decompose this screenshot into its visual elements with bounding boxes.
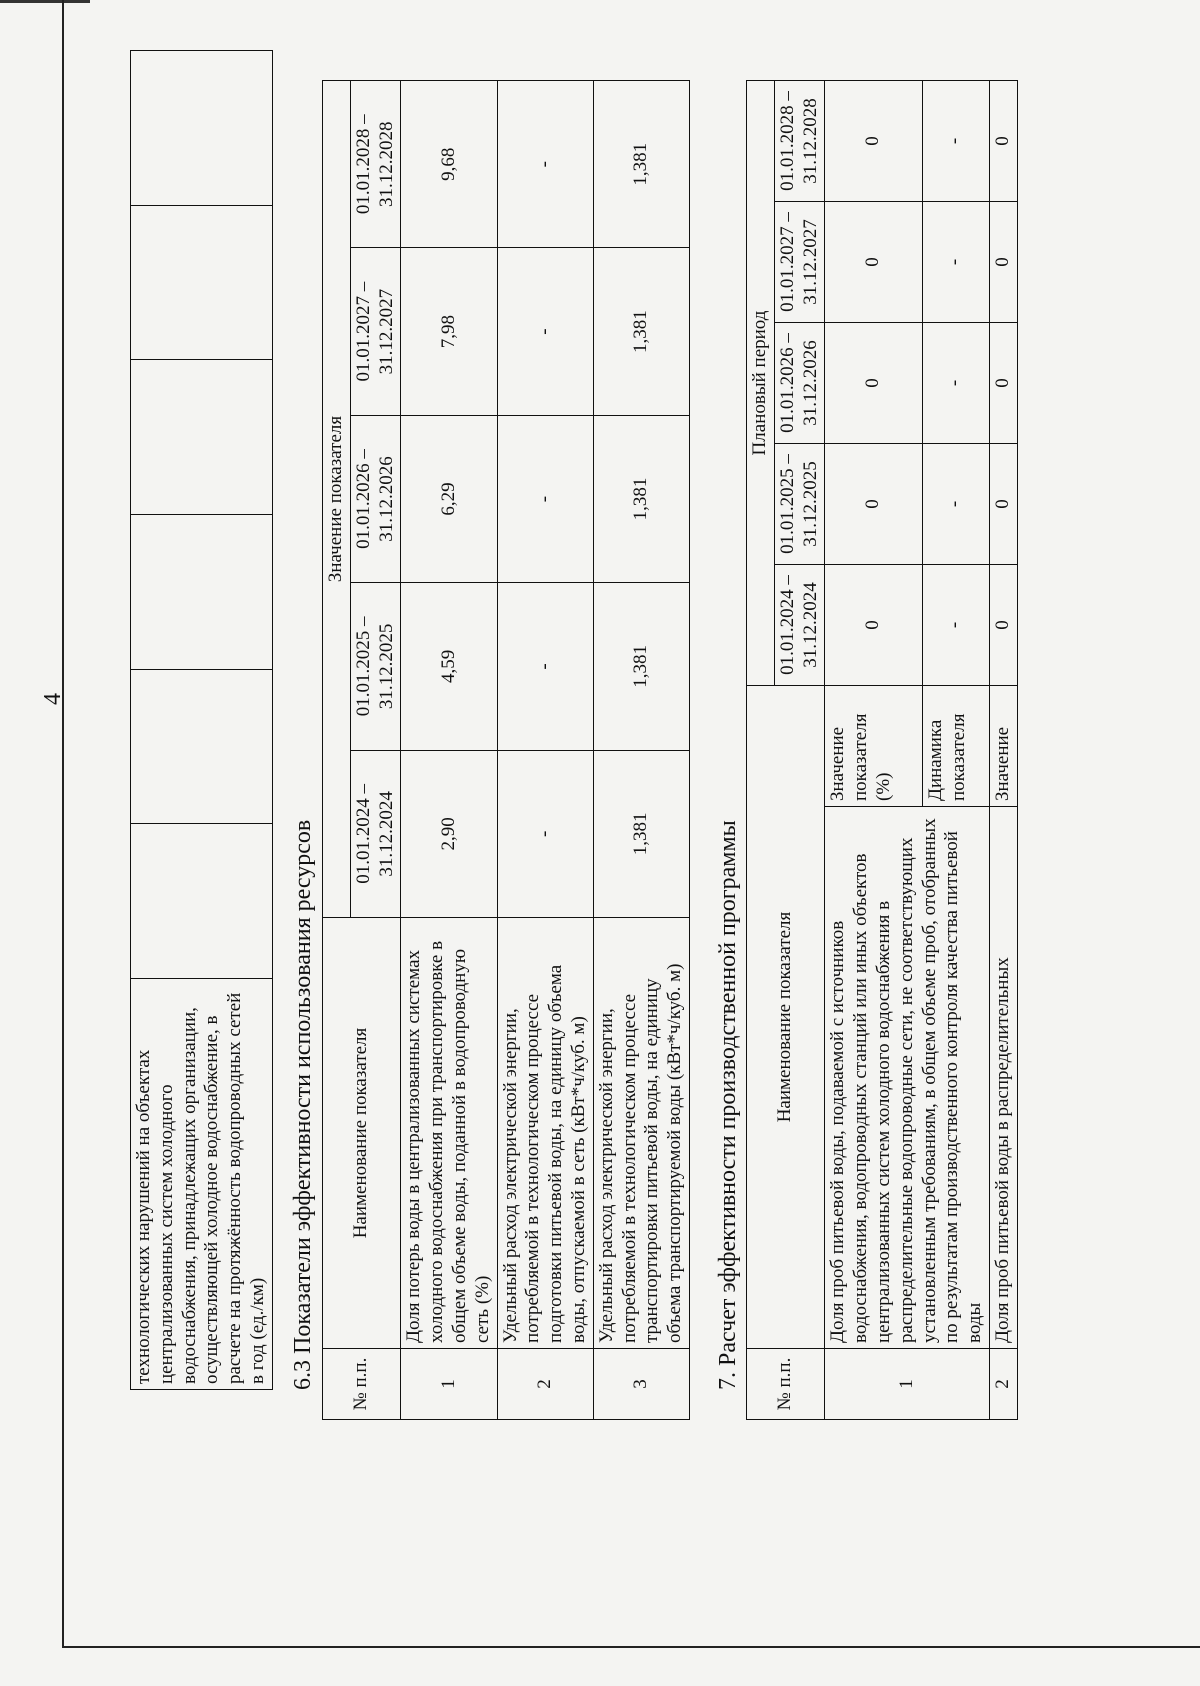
row-value: 0 — [989, 444, 1017, 565]
period-header: 01.01.2025 – 31.12.2025 — [774, 444, 825, 565]
row-name: Удельный расход электрической энергии, потребляемой в технологическом процессе транспортировки питьевой воды, на единицу объема транспортируемой воды (кВт*ч/куб. м) — [593, 918, 689, 1349]
row-value: 1,381 — [593, 583, 689, 750]
row-value: 0 — [825, 565, 922, 686]
table-row — [401, 81, 497, 1420]
row-value: - — [922, 81, 989, 202]
table-cell — [131, 669, 273, 824]
row-value: 0 — [825, 444, 922, 565]
table-header-row — [323, 81, 351, 1420]
row-value: 0 — [989, 81, 1017, 202]
row-value: 0 — [825, 323, 922, 444]
table-row — [825, 81, 922, 1420]
table-header-row — [747, 81, 775, 1420]
top-table — [130, 50, 273, 1390]
row-name: Доля проб питьевой воды в распределительных — [989, 807, 1017, 1349]
rotated-page — [40, 40, 1040, 1520]
row-sub-label: Значение показателя (%) — [825, 686, 922, 807]
row-value: - — [497, 81, 593, 248]
row-value: 1,381 — [593, 81, 689, 248]
period-header: 01.01.2028 – 31.12.2028 — [350, 81, 401, 248]
row-value: - — [922, 323, 989, 444]
period-header: 01.01.2024 – 31.12.2024 — [350, 750, 401, 917]
table-cell — [131, 205, 273, 360]
row-num: 1 — [825, 1349, 990, 1420]
resource-efficiency-table — [322, 80, 690, 1420]
row-num: 2 — [497, 1349, 593, 1420]
page-number: 4 — [40, 693, 66, 705]
col-num-header: № п.п. — [323, 1349, 401, 1420]
period-header: 01.01.2025 – 31.12.2025 — [350, 583, 401, 750]
scan-edge-top — [0, 0, 90, 3]
row-value: - — [922, 202, 989, 323]
row-value: 1,381 — [593, 750, 689, 917]
row-value: - — [922, 565, 989, 686]
period-header: 01.01.2026 – 31.12.2026 — [774, 323, 825, 444]
row-num: 3 — [593, 1349, 689, 1420]
row-num: 2 — [989, 1349, 1017, 1420]
row-value: 0 — [989, 565, 1017, 686]
row-value: 2,90 — [401, 750, 497, 917]
row-name: Доля потерь воды в централизованных системах холодного водоснабжения при транспортировке в общем объеме воды, поданной в водопроводную сеть (%) — [401, 918, 497, 1349]
table-cell — [131, 515, 273, 670]
row-value: - — [922, 444, 989, 565]
row-value: 1,381 — [593, 248, 689, 415]
table-cell — [131, 824, 273, 979]
row-value: - — [497, 415, 593, 582]
row-value: - — [497, 583, 593, 750]
production-efficiency-table — [746, 80, 1018, 1420]
row-sub-label: Значение — [989, 686, 1017, 807]
table-row — [989, 81, 1017, 1420]
col-num-header: № п.п. — [747, 1349, 825, 1420]
table-cell — [131, 51, 273, 206]
col-name-header: Наименование показателя — [747, 686, 825, 1349]
table-row — [593, 81, 689, 1420]
row-value: 7,98 — [401, 248, 497, 415]
row-name: Удельный расход электрической энергии, потребляемой в технологическом процессе подготовки питьевой воды, на единицу объема воды, отпускаемой в сеть (кВт*ч/куб. м) — [497, 918, 593, 1349]
row-name: Доля проб питьевой воды, подаваемой с источников водоснабжения, водопроводных станций или иных объектов централизованных систем холодного водоснабжения в распределительные водопроводные сети, не соответствующих установленным требованиям, в общем объеме проб, отобранных по результатам производственного контроля качества питьевой воды — [825, 807, 990, 1349]
row-value: 0 — [825, 202, 922, 323]
col-name-header: Наименование показателя — [323, 918, 401, 1349]
table-cell — [131, 360, 273, 515]
col-group-header: Плановый период — [747, 81, 775, 686]
period-header: 01.01.2027 – 31.12.2027 — [774, 202, 825, 323]
row-value: 0 — [989, 202, 1017, 323]
row-value: 1,381 — [593, 415, 689, 582]
period-header: 01.01.2024 – 31.12.2024 — [774, 565, 825, 686]
row-value: 0 — [825, 81, 922, 202]
row-value: 6,29 — [401, 415, 497, 582]
table-row — [131, 51, 273, 1390]
row-value: 9,68 — [401, 81, 497, 248]
top-table-text: технологических нарушений на объектах централизованных систем холодного водоснабжения, принадлежащих организации, осуществляющей холодное водоснабжение, в расчете на протяжённость водопроводных сетей в год (ед./км) — [131, 979, 273, 1390]
period-header: 01.01.2026 – 31.12.2026 — [350, 415, 401, 582]
row-value: - — [497, 750, 593, 917]
period-header: 01.01.2028 – 31.12.2028 — [774, 81, 825, 202]
section-63-title: 6.3 Показатели эффективности использования ресурсов — [290, 819, 316, 1390]
table-row — [497, 81, 593, 1420]
scan-edge-bottom — [62, 1646, 1200, 1648]
row-num: 1 — [401, 1349, 497, 1420]
period-header: 01.01.2027 – 31.12.2027 — [350, 248, 401, 415]
row-value: - — [497, 248, 593, 415]
row-value: 4,59 — [401, 583, 497, 750]
row-value: 0 — [989, 323, 1017, 444]
row-sub-label: Динамика показателя — [922, 686, 989, 807]
col-group-header: Значение показателя — [323, 81, 351, 918]
section-7-title: 7. Расчет эффективности производственной программы — [715, 820, 741, 1390]
